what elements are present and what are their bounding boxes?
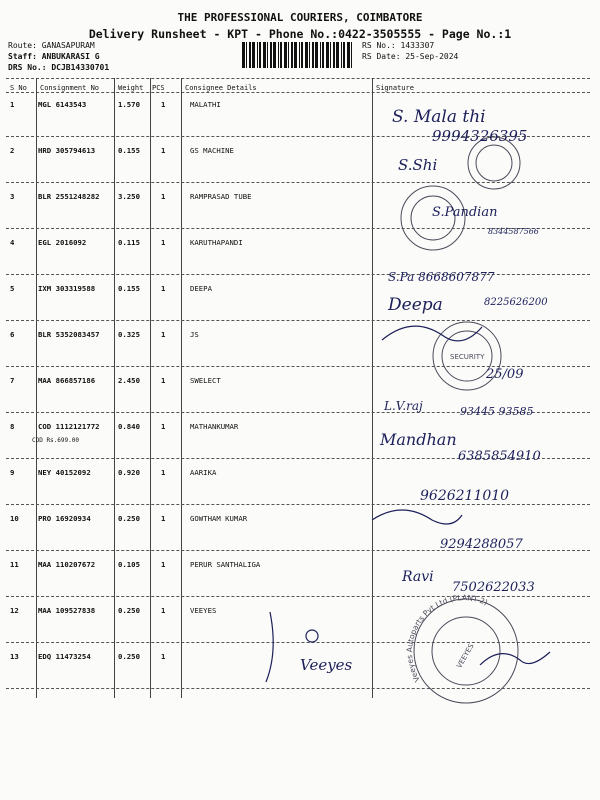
- rs-number: RS No.: 1433307: [362, 41, 435, 50]
- cell-sno: 1: [10, 100, 15, 109]
- cell-weight: 1.570: [118, 100, 140, 109]
- hw-r11-name: Ravi: [402, 569, 434, 585]
- barcode-bar: [320, 42, 321, 68]
- barcode-bar: [242, 42, 245, 68]
- hw-r13-name: Veeyes: [300, 656, 353, 674]
- cell-consignment: MAA 866857186: [38, 376, 96, 385]
- cell-weight: 0.105: [118, 560, 140, 569]
- hw-r4: S.Pa 8668607877: [388, 270, 495, 284]
- barcode-bar: [291, 42, 293, 68]
- barcode-bar: [246, 42, 247, 68]
- barcode-bar: [259, 42, 261, 68]
- row-separator: [6, 320, 590, 321]
- barcode-bar: [252, 42, 255, 68]
- col-header-pcs: PCS: [152, 84, 165, 92]
- barcode-bar: [326, 42, 329, 68]
- stamp-security-text: SECURITY: [450, 353, 485, 361]
- cell-weight: 0.250: [118, 652, 140, 661]
- cell-sno: 9: [10, 468, 15, 477]
- barcode-bar: [309, 42, 310, 68]
- row-separator: [6, 458, 590, 459]
- hw-r1-phone: 9994326395: [432, 127, 528, 145]
- barcode-bar: [299, 42, 300, 68]
- cell-consignment: COD 1112121772: [38, 422, 100, 431]
- cell-pcs: 1: [161, 468, 166, 477]
- col-header-consignment: Consignment No: [40, 84, 100, 92]
- cod-amount-note: COD Rs.699.00: [32, 437, 79, 444]
- hw-r12-mark: [266, 612, 273, 682]
- cell-consignment: PRO 16920934: [38, 514, 91, 523]
- table-header-rule: [6, 92, 590, 93]
- col-header-consignee: Consignee Details: [185, 84, 257, 92]
- cell-consignee: DEEPA: [190, 284, 212, 293]
- barcode-bar: [280, 42, 282, 68]
- cell-consignee: RAMPRASAD TUBE: [190, 192, 252, 201]
- cell-weight: 0.920: [118, 468, 140, 477]
- hw-r10-phone: 9294288057: [440, 537, 523, 552]
- hw-r6-scribble: [382, 326, 482, 341]
- cell-consignment: MAA 109527838: [38, 606, 96, 615]
- barcode-bar: [305, 42, 308, 68]
- cell-weight: 0.115: [118, 238, 140, 247]
- barcode-bar: [322, 42, 324, 68]
- cell-consignment: HRD 305794613: [38, 146, 96, 155]
- cell-weight: 0.155: [118, 146, 140, 155]
- cell-consignment: MAA 110207672: [38, 560, 96, 569]
- hw-r6-date: 25/09: [486, 367, 524, 382]
- row-separator: [6, 504, 590, 505]
- cell-pcs: 1: [161, 514, 166, 523]
- cell-pcs: 1: [161, 192, 166, 201]
- hw-r5-phone: 8225626200: [484, 297, 548, 308]
- barcode-bar: [315, 42, 318, 68]
- column-divider: [150, 78, 151, 698]
- hw-r10-scribble: [372, 510, 462, 524]
- row-separator: [6, 550, 590, 551]
- barcode-bar: [301, 42, 303, 68]
- row-separator: [6, 182, 590, 183]
- barcode-bar: [270, 42, 272, 68]
- barcode-bar: [288, 42, 289, 68]
- round-stamp-row3: [401, 186, 465, 250]
- cell-consignment: NEY 40152092: [38, 468, 91, 477]
- cell-pcs: 1: [161, 146, 166, 155]
- cell-weight: 3.250: [118, 192, 140, 201]
- stamp-company-ring: Veeyes Autoparts Pvt Ltd (PLANT-2): [404, 593, 490, 684]
- cell-consignee: GS MACHINE: [190, 146, 234, 155]
- barcode-bar: [347, 42, 350, 68]
- cell-weight: 2.450: [118, 376, 140, 385]
- row-separator: [6, 366, 590, 367]
- cell-sno: 12: [10, 606, 19, 615]
- barcode-bar: [333, 42, 335, 68]
- column-divider: [114, 78, 115, 698]
- hw-r8-phone: 6385854910: [458, 449, 541, 464]
- cell-weight: 0.250: [118, 514, 140, 523]
- table-top-rule: [6, 78, 590, 79]
- column-divider: [181, 78, 182, 698]
- cell-consignee: MATHANKUMAR: [190, 422, 239, 431]
- barcode-bar: [263, 42, 266, 68]
- barcode-bar: [267, 42, 268, 68]
- hw-r5-name: Deepa: [388, 295, 443, 315]
- cell-sno: 13: [10, 652, 19, 661]
- row-separator: [6, 596, 590, 597]
- cell-pcs: 1: [161, 376, 166, 385]
- col-header-signature: Signature: [376, 84, 414, 92]
- cell-pcs: 1: [161, 238, 166, 247]
- cell-pcs: 1: [161, 422, 166, 431]
- cell-weight: 0.155: [118, 284, 140, 293]
- cell-sno: 10: [10, 514, 19, 523]
- hw-r12-circle: [306, 630, 318, 642]
- cell-consignee: MALATHI: [190, 100, 221, 109]
- cell-pcs: 1: [161, 284, 166, 293]
- barcode-bar: [284, 42, 287, 68]
- route-label: Route: GANASAPURAM: [8, 41, 95, 50]
- cell-sno: 4: [10, 238, 15, 247]
- barcode-bar: [330, 42, 331, 68]
- barcode-bar: [343, 42, 345, 68]
- cell-consignment: BLR 5352083457: [38, 330, 100, 339]
- hw-r3-name: S.Pandian: [432, 205, 498, 220]
- hw-r2-initials: S.Shi: [398, 156, 438, 174]
- hw-r11-phone: 7502622033: [452, 580, 535, 595]
- cell-weight: 0.840: [118, 422, 140, 431]
- row-separator: [6, 688, 590, 689]
- cell-consignee: PERUR SANTHALIGA: [190, 560, 261, 569]
- hw-r7-name: L.V.raj: [384, 399, 423, 413]
- barcode-bar: [341, 42, 342, 68]
- barcode-bar: [273, 42, 276, 68]
- hw-r8-name: Mandhan: [380, 430, 457, 449]
- cell-pcs: 1: [161, 330, 166, 339]
- row-separator: [6, 228, 590, 229]
- cell-pcs: 1: [161, 606, 166, 615]
- hw-r13-signature: [480, 652, 550, 665]
- barcode-image: [242, 42, 356, 68]
- cell-sno: 6: [10, 330, 15, 339]
- company-title: THE PROFESSIONAL COURIERS, COIMBATORE: [177, 11, 423, 24]
- cell-sno: 11: [10, 560, 19, 569]
- hw-r3-phone: 8344587566: [488, 227, 539, 236]
- cell-consignee: GOWTHAM KUMAR: [190, 514, 248, 523]
- cell-weight: 0.250: [118, 606, 140, 615]
- cell-pcs: 1: [161, 560, 166, 569]
- barcode-bar: [294, 42, 297, 68]
- barcode-bar: [249, 42, 251, 68]
- cell-consignee: AARIKA: [190, 468, 217, 477]
- cell-weight: 0.325: [118, 330, 140, 339]
- barcode-bar: [351, 42, 352, 68]
- cell-consignment: EGL 2016092: [38, 238, 87, 247]
- row-separator: [6, 412, 590, 413]
- cell-consignee: KARUTHAPANDI: [190, 238, 243, 247]
- barcode-bar: [336, 42, 339, 68]
- security-stamp-2: [433, 322, 501, 390]
- cell-sno: 5: [10, 284, 15, 293]
- barcode-bar: [257, 42, 258, 68]
- row-separator: [6, 274, 590, 275]
- cell-consignment: IXM 303319588: [38, 284, 96, 293]
- hw-r7-phone: 93445 93585: [460, 405, 534, 418]
- cell-consignee: JS: [190, 330, 199, 339]
- hw-r9-phone: 9626211010: [420, 488, 510, 504]
- cell-sno: 7: [10, 376, 15, 385]
- cell-consignee: VEEYES: [190, 606, 217, 615]
- barcode-bar: [312, 42, 314, 68]
- rs-date: RS Date: 25-Sep-2024: [362, 52, 459, 61]
- cell-sno: 2: [10, 146, 15, 155]
- cell-pcs: 1: [161, 652, 166, 661]
- hw-r1-name: S. Mala thi: [392, 107, 486, 127]
- cell-consignment: EDQ 11473254: [38, 652, 91, 661]
- cell-consignment: BLR 2551248282: [38, 192, 100, 201]
- row-separator: [6, 642, 590, 643]
- cell-pcs: 1: [161, 100, 166, 109]
- cell-sno: 3: [10, 192, 15, 201]
- col-header-weight: Weight: [118, 84, 144, 92]
- col-header-sno: S No: [10, 84, 27, 92]
- barcode-bar: [278, 42, 279, 68]
- cell-sno: 8: [10, 422, 15, 431]
- drs-number: DRS No.: DCJB14330701: [8, 63, 110, 72]
- runsheet-subtitle: Delivery Runsheet - KPT - Phone No.:0422-3505555 - Page No.:1: [88, 27, 512, 41]
- column-divider: [36, 78, 37, 698]
- column-divider: [372, 78, 373, 698]
- staff-label: Staff: ANBUKARASI G: [8, 52, 100, 61]
- stamp-company-inner: VEEYES: [455, 642, 476, 670]
- row-separator: [6, 136, 590, 137]
- cell-consignment: MGL 6143543: [38, 100, 87, 109]
- cell-consignee: SWELECT: [190, 376, 221, 385]
